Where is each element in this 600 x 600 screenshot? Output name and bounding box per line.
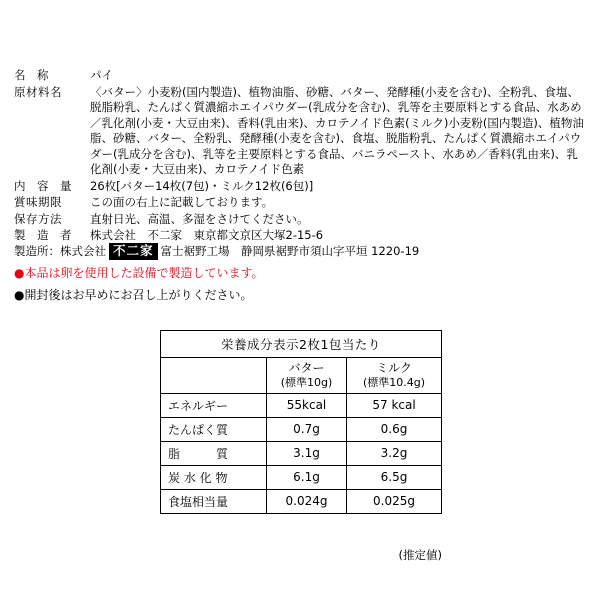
nutrition-row-label-salt: 食塩相当量 (161, 489, 267, 513)
nutrition-footnote: (推定値) (398, 548, 442, 562)
nutrition-value-protein-butter: 0.7g (267, 417, 347, 441)
note-egg-facility: ●本品は卵を使用した設備で製造しています。 (14, 266, 264, 281)
nutrition-value-fat-milk: 3.2g (347, 441, 442, 465)
nutrition-title-row (161, 331, 442, 358)
nutrition-row-label-fat: 脂 質 (161, 441, 267, 465)
label-key-name (14, 68, 90, 85)
note-consume-soon: ●開封後はお早めにお召し上がりください。 (14, 288, 253, 303)
manufacturer-block (14, 243, 586, 304)
label-key-content (14, 179, 90, 196)
label-key-ingredients-text: 原材料名 (14, 84, 62, 99)
label-value-name: パイ (90, 68, 113, 82)
label-key-ingredients (14, 85, 90, 179)
product-label-table (14, 68, 586, 245)
label-value-bestbefore: この面の右上に記載しております。 (90, 195, 274, 210)
nutrition-value-carbs-milk: 6.5g (347, 465, 442, 489)
nutrition-value-protein-milk: 0.6g (347, 417, 442, 441)
label-key-bestbefore-text: 賞味期限 (14, 195, 62, 210)
table-row (14, 179, 586, 196)
label-key-name-text: 名 称 (14, 68, 49, 82)
nutrition-col-milk-unit: (標準10.4g) (363, 376, 426, 389)
nutrition-value-salt-butter: 0.024g (267, 489, 347, 513)
table-row (161, 441, 442, 465)
label-key-storage (14, 212, 90, 229)
label-key-storage-text: 保存方法 (14, 211, 62, 226)
table-row (161, 465, 442, 489)
manufacturing-plant-line (14, 243, 586, 260)
nutrition-value-salt-milk: 0.025g (347, 489, 442, 513)
table-row (14, 212, 586, 229)
nutrition-value-carbs-butter: 6.1g (267, 465, 347, 489)
nutrition-row-label-carbs: 炭 水 化 物 (161, 465, 267, 489)
label-key-bestbefore (14, 195, 90, 212)
nutrition-row-label-protein: たんぱく質 (161, 417, 267, 441)
nutrition-col-butter (267, 358, 347, 394)
nutrition-col-butter-unit: (標準10g) (280, 376, 333, 389)
table-row (161, 393, 442, 417)
label-value-content: 26枚[バター14枚(7包)・ミルク12枚(6包)] (90, 178, 314, 193)
nutrition-col-butter-name: バター (288, 361, 325, 375)
nutrition-table-wrap (160, 330, 442, 514)
table-row (14, 68, 586, 85)
table-row (161, 417, 442, 441)
nutrition-table (160, 330, 442, 514)
table-row (14, 195, 586, 212)
nutrition-row-label-energy: エネルギー (161, 393, 267, 417)
nutrition-col-milk-name: ミルク (376, 361, 412, 375)
label-key-manufacturer-text: 製 造 者 (14, 228, 72, 243)
nutrition-value-energy-milk: 57 kcal (347, 393, 442, 417)
table-row (161, 489, 442, 513)
label-value-storage: 直射日光、高温、多湿をさけてください。 (90, 211, 309, 226)
label-value-ingredients: 〈バター〉小麦粉(国内製造)、植物油脂、砂糖、バター、発酵種(小麦を含む)、全粉乳、食塩、脱脂粉乳、たんぱく質濃縮ホエイパウダー(乳成分を含む)、乳等を主要原料とする食品、水あめ／乳化剤(小麦・大豆由来)、香料(乳由来)、カロテノイド色素(ミルク)小麦粉(国内製造)、植物油脂、砂糖、バター、全粉乳、発酵種(小麦を含む)、食塩、脱脂粉乳、たんぱく質濃縮ホエイパウダー(乳成分を含む)、乳等を主要原料とする食品、バニラペースト、水あめ／香料(乳由来)、乳化剤(小麦・大豆由来)、カロテノイド色素 (90, 84, 584, 177)
nutrition-header-row (161, 358, 442, 394)
label-key-content-text: 内 容 量 (14, 178, 72, 193)
fujiya-brand-logo: 不二家 (109, 243, 158, 260)
nutrition-title: 栄養成分表示2枚1包当たり (161, 331, 442, 358)
nutrition-value-energy-butter: 55kcal (267, 393, 347, 417)
manufacturing-plant-address: 富士裾野工場 静岡県裾野市須山字平垣 1220-19 (160, 244, 420, 259)
manufacturing-plant-prefix: 製造所：株式会社 (14, 244, 106, 259)
nutrition-col-milk (347, 358, 442, 394)
label-value-manufacturer: 株式会社 不二家 東京都文京区大塚2-15-6 (90, 228, 324, 243)
nutrition-corner-cell (161, 358, 267, 394)
table-row (14, 85, 586, 179)
nutrition-value-fat-butter: 3.1g (267, 441, 347, 465)
